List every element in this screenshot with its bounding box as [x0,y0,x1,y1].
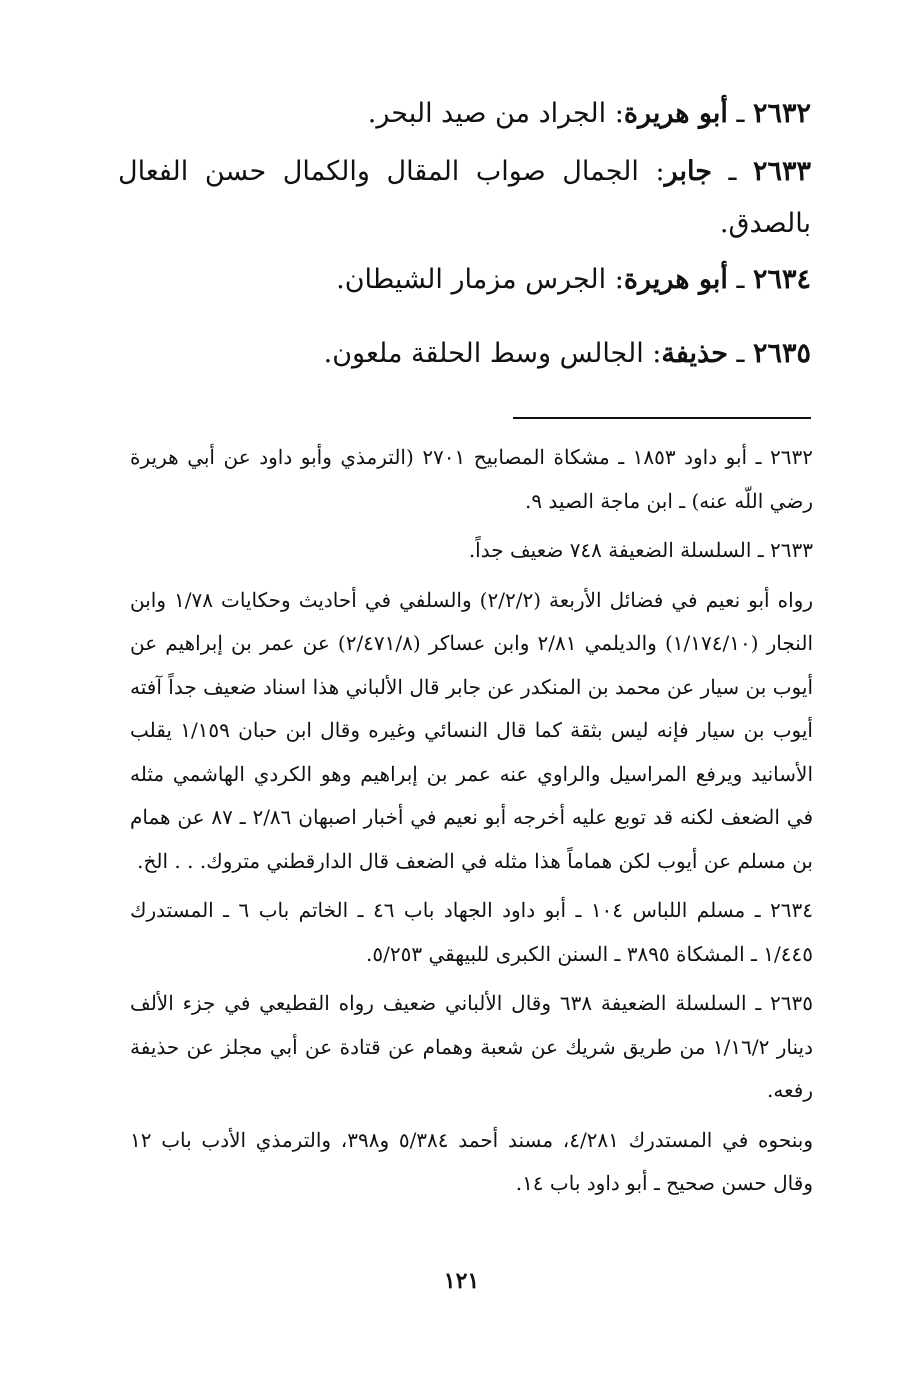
entry-number: ٢٦٣٥ [752,338,811,369]
entry-text: : الجالس وسط الحلقة ملعون. [323,338,662,369]
entry-separator: ـ [711,156,753,187]
footnote-2633: ٢٦٣٣ ـ السلسلة الضعيفة ٧٤٨ ضعيف جداً. [468,538,813,562]
footnote-2635-detail: وبنحوه في المستدرك ٤/٢٨١، مسند أحمد ٥/٣٨٤ و٣٩٨، والترمذي الأدب باب ١٢ وقال حسن صحيح ـ أبو داود باب ١٤. [130,1127,813,1195]
main-text [118,88,811,380]
entry-narrator: جابر [664,156,712,187]
entry-2634 [118,254,811,306]
entry-number: ٢٦٣٣ [752,156,811,187]
entry-separator: ـ [727,338,753,369]
footnote-divider [513,417,811,419]
entry-text: : الجمال صواب المقال والكمال حسن الفعال بالصدق. [118,156,811,239]
entry-number: ٢٦٣٤ [752,264,811,295]
entry-number: ٢٦٣٢ [752,98,811,129]
entry-2632 [118,88,811,140]
entry-narrator: حذيفة [661,338,728,369]
entry-narrator: أبو هريرة [623,98,728,129]
entry-separator: ـ [727,98,753,129]
entry-2633 [118,146,811,250]
page-number: ١٢١ [443,1268,480,1294]
entry-text: : الجرس مزمار الشيطان. [336,264,624,295]
footnote-2634: ٢٦٣٤ ـ مسلم اللباس ١٠٤ ـ أبو داود الجهاد باب ٤٦ ـ الخاتم باب ٦ ـ المستدرك ١/٤٤٥ ـ المشكاة ٣٨٩٥ ـ السنن الكبرى للبيهقي ٥/٢٥٣. [130,898,813,966]
entry-separator: ـ [727,264,753,295]
footnote-2632: ٢٦٣٢ ـ أبو داود ١٨٥٣ ـ مشكاة المصابيح ٢٧٠١ (الترمذي وأبو داود عن أبي هريرة رضي اللّه عنه) ـ ابن ماجة الصيد ٩. [130,445,813,513]
entry-narrator: أبو هريرة [623,264,728,295]
entry-text: : الجراد من صيد البحر. [367,98,624,129]
entry-2635 [118,328,811,380]
footnotes [130,436,813,1212]
footnote-2633-detail: رواه أبو نعيم في فضائل الأربعة (٢/٢/٢) والسلفي في أحاديث وحكايات ١/٧٨ وابن النجار (١/١٧٤/١٠) والديلمي ٢/٨١ وابن عساكر (٢/٤٧١/٨) عن عمر بن إبراهيم عن أيوب بن سيار عن محمد بن المنكدر عن جابر قال الألباني هذا اسناد ضعيف جداً آفته أيوب بن سيار فإنه ليس بثقة كما قال النسائي وغيره وقال ابن حبان ١/١٥٩ يقلب الأسانيد ويرفع المراسيل والراوي عنه عمر بن إبراهيم وهو الكردي الهاشمي مثله في الضعف لكنه قد توبع عليه أخرجه أبو نعيم في أخبار اصبهان ٢/٨٦ ـ ٨٧ عن همام بن مسلم عن أيوب لكن هماماً هذا مثله في الضعف قال الدارقطني متروك. . . الخ. [130,587,813,873]
footnote-2635: ٢٦٣٥ ـ السلسلة الضعيفة ٦٣٨ وقال الألباني ضعيف رواه القطيعي في جزء الألف دينار ١/١٦/٢ من طريق شريك عن شعبة وهمام عن قتادة عن أبي مجلز عن حذيفة رفعه. [130,991,813,1102]
